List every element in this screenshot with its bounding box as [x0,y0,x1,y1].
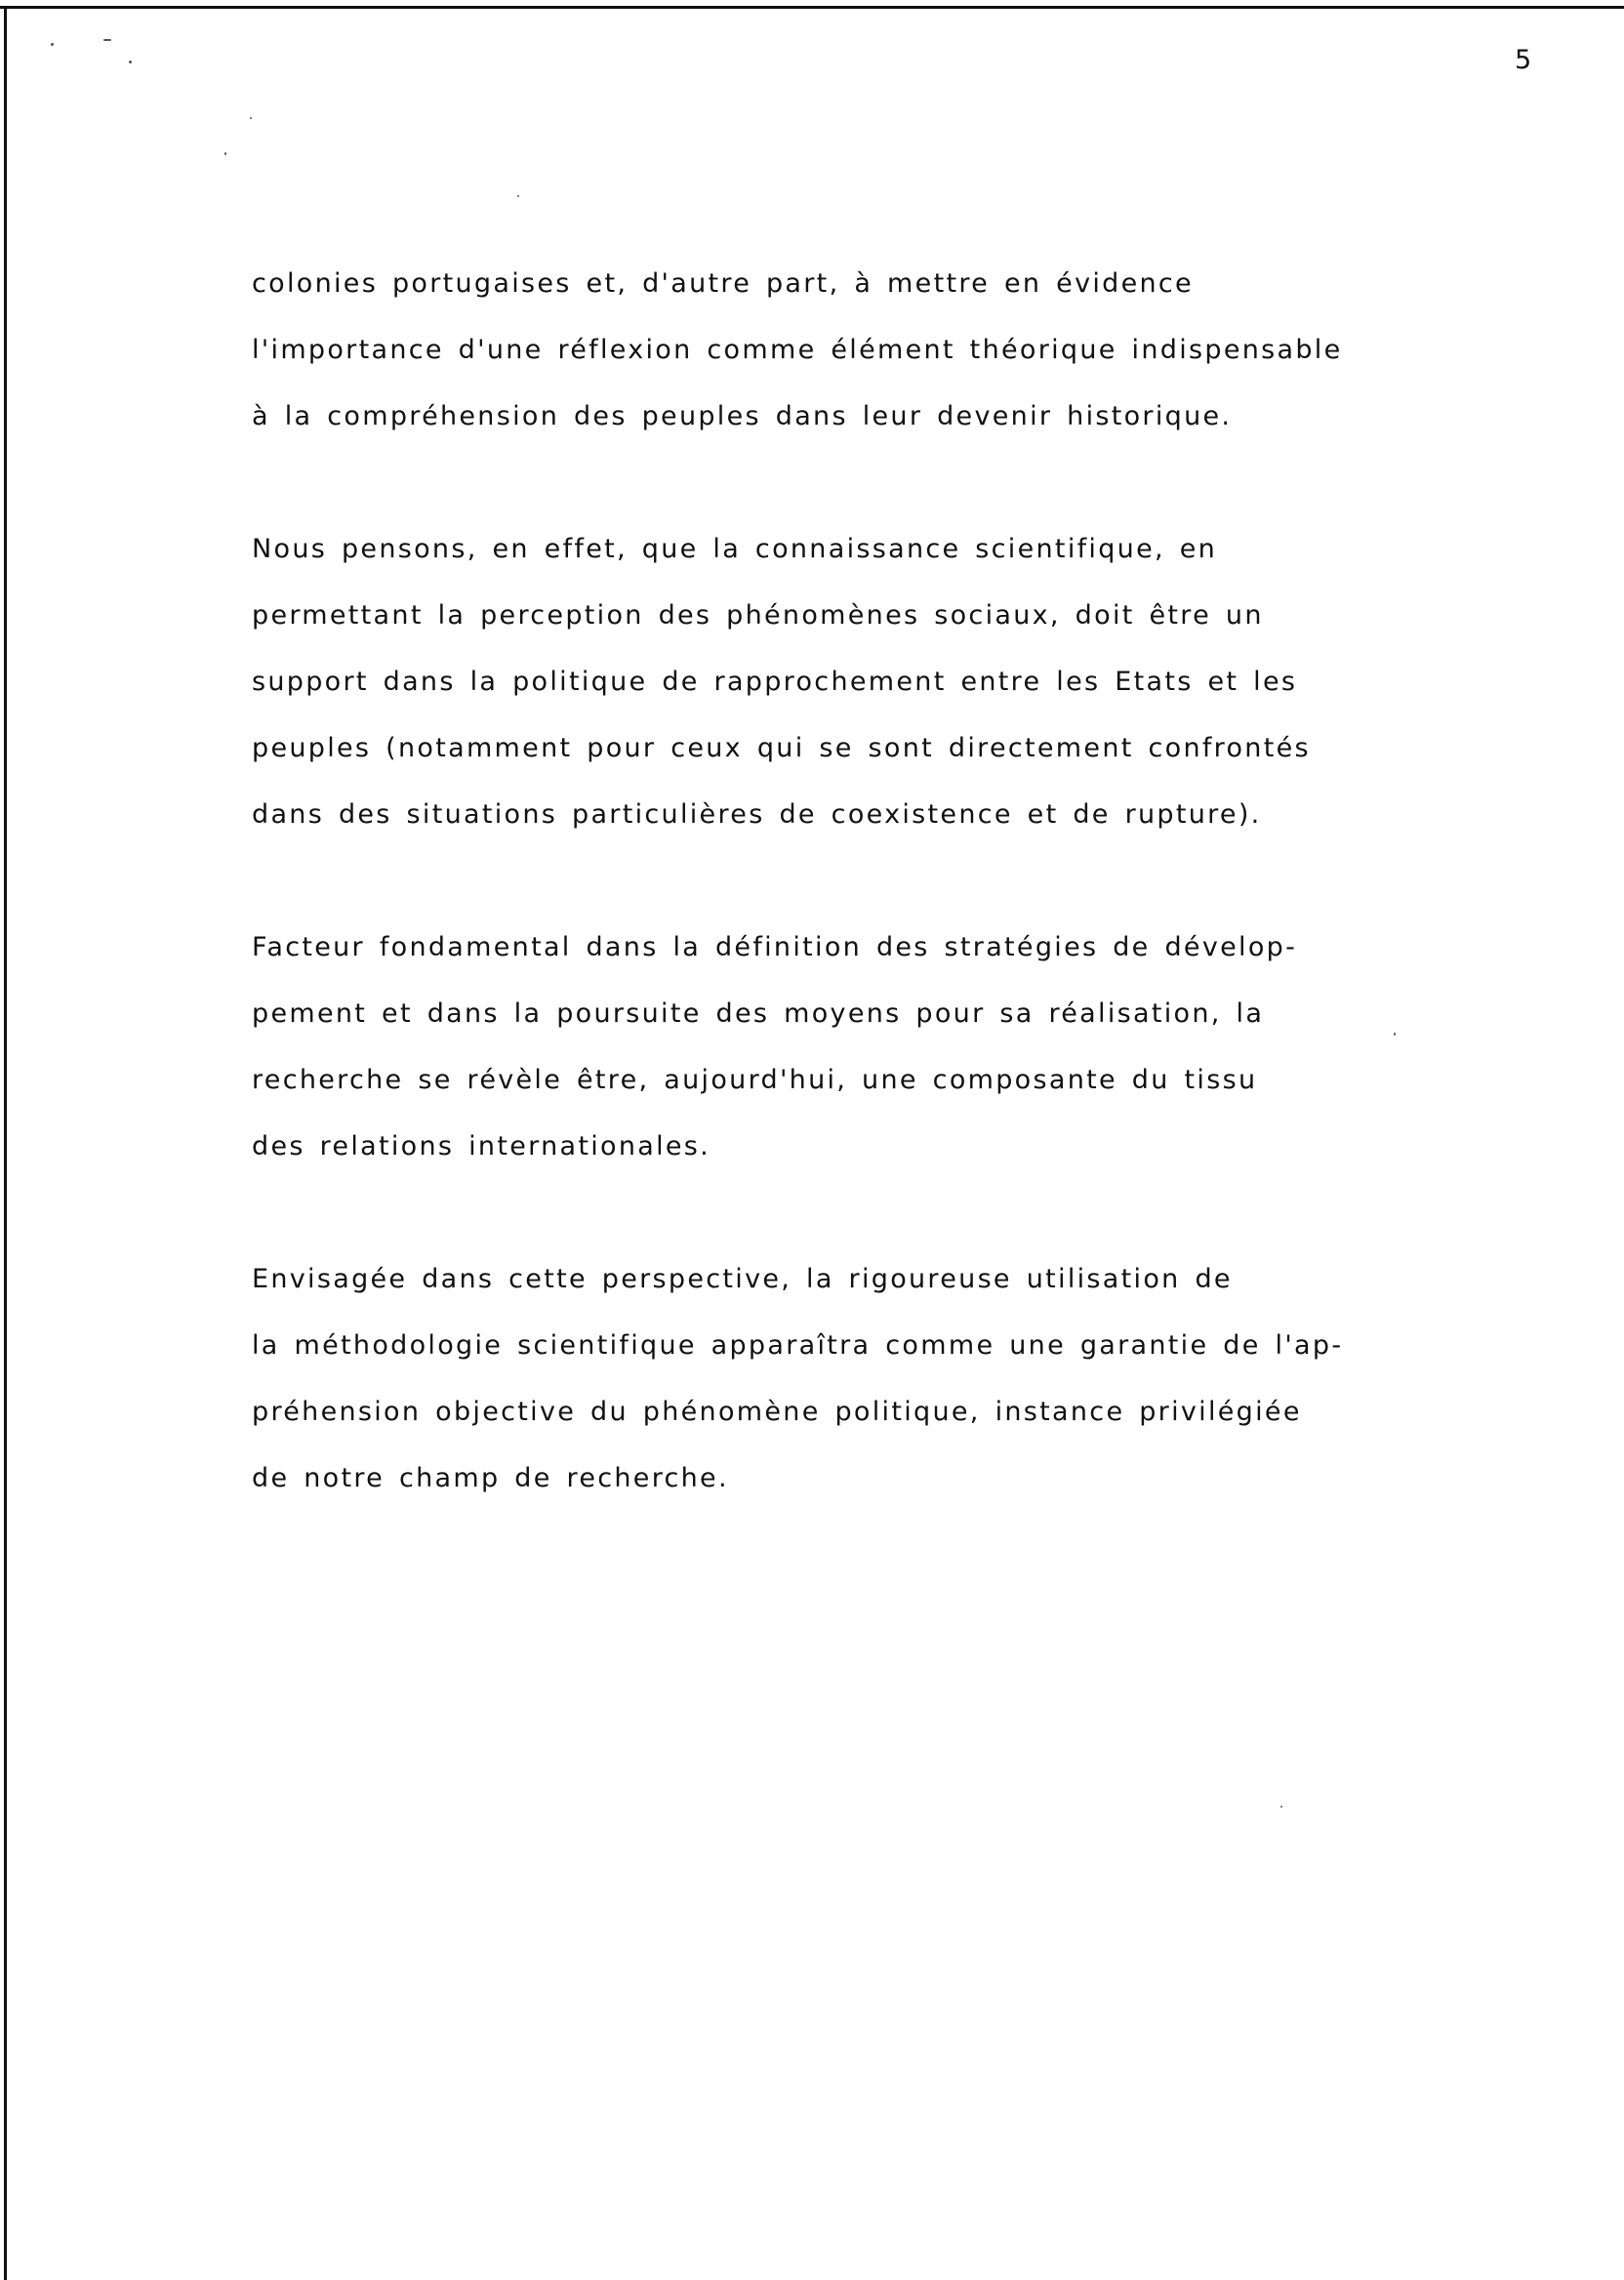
scan-speck [250,117,252,119]
scan-left-border [4,6,7,2280]
text-line: de notre champ de recherche. [252,1463,729,1493]
text-line: Facteur fondamental dans la définition des stratégies de dévelop- [252,932,1298,962]
text-line: des relations internationales. [252,1131,711,1161]
text-line: l'importance d'une réflexion comme élément théorique indispensable [252,335,1343,365]
text-line: pement et dans la poursuite des moyens pour sa réalisation, la [252,998,1265,1029]
page-number: 5 [1515,45,1533,75]
text-line: recherche se révèle être, aujourd'hui, une composante du tissu [252,1065,1258,1095]
text-line: permettant la perception des phénomènes sociaux, doit être un [252,600,1264,631]
scan-speck [517,195,519,197]
scan-speck [129,61,132,63]
scan-speck [103,39,111,41]
text-line: la méthodologie scientifique apparaîtra comme une garantie de l'ap- [252,1330,1344,1361]
text-line: colonies portugaises et, d'autre part, à mettre en évidence [252,268,1194,299]
paragraph-3 [252,915,1579,1180]
text-line: peuples (notamment pour ceux qui se sont directement confrontés [252,733,1311,763]
text-line: préhension objective du phénomène politique, instance privilégiée [252,1397,1302,1427]
text-line: Nous pensons, en effet, que la connaissance scientifique, en [252,534,1218,564]
text-line: à la compréhension des peuples dans leur devenir historique. [252,401,1233,431]
paragraph-4 [252,1246,1579,1512]
body-text [252,251,1579,1578]
scan-top-border [0,6,1624,9]
paragraph-2 [252,516,1579,848]
paragraph-1 [252,251,1579,450]
text-line: support dans la politique de rapprochement entre les Etats et les [252,667,1298,697]
scan-speck [224,152,226,155]
scan-speck [1280,1806,1282,1808]
scan-speck [51,43,54,46]
text-line: dans des situations particulières de coexistence et de rupture). [252,799,1262,830]
text-line: Envisagée dans cette perspective, la rigoureuse utilisation de [252,1264,1233,1294]
